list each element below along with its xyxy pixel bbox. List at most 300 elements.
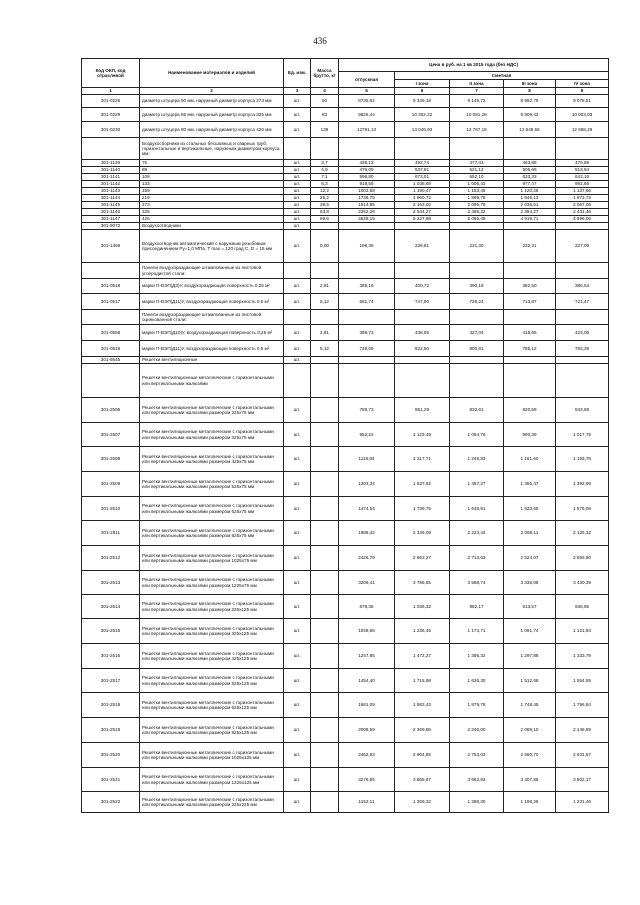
item-mass — [311, 521, 339, 546]
price-zone-1: 1 038,69 — [395, 181, 450, 188]
item-unit: шт. — [284, 188, 311, 195]
item-code: 301-9072 — [82, 223, 140, 230]
price-release — [339, 364, 395, 398]
price-zone-1: 2 904,85 — [395, 743, 450, 768]
item-code: 301-1143 — [82, 188, 140, 195]
price-release: 1988,42 — [339, 521, 395, 546]
item-code: 301-1147 — [82, 216, 140, 223]
price-release: 789,73 — [339, 398, 395, 423]
item-unit: шт. — [284, 167, 311, 174]
price-zone-4: 470,88 — [556, 160, 609, 167]
header-name: Наименование материалов и изделий — [140, 59, 284, 88]
price-zone-1: 673,01 — [395, 174, 450, 181]
price-zone-3: 2 524,07 — [504, 546, 556, 571]
price-zone-2: 1 626,30 — [450, 669, 504, 693]
column-number: 4 — [311, 88, 339, 95]
price-release: 596,80 — [339, 174, 395, 181]
table-row — [82, 263, 609, 279]
item-mass: 7,1 — [311, 174, 339, 181]
price-zone-1: 1 190,47 — [395, 188, 450, 195]
item-unit — [284, 310, 311, 325]
price-zone-2: 2 223,43 — [450, 521, 504, 546]
item-mass: 39,5 — [311, 202, 339, 209]
table-row — [82, 181, 609, 188]
price-release: 399,73 — [339, 325, 395, 341]
price-release: 9626,44 — [339, 108, 395, 122]
item-name: Решетки вентиляционные металлические с горизонтальными или вертикальными жалюзями размером 225х125 мм — [140, 595, 284, 619]
table-row — [82, 216, 609, 223]
price-zone-4: 2 631,57 — [556, 743, 609, 768]
item-name: Решетки вентиляционные металлические с горизонтальными или вертикальными жалюзями размером 825х75 мм — [140, 521, 284, 546]
header-code: Код ОКП, код отраслевой — [82, 59, 140, 88]
price-zone-4: 793,39 — [556, 341, 609, 357]
price-release: 3276,55 — [339, 768, 395, 792]
price-zone-4 — [556, 263, 609, 279]
price-zone-3: 8 992,79 — [504, 95, 556, 108]
item-name: марки П-ВЭП(ДЗ)У, воздухораздающая поверхность 0,25 м² — [140, 279, 284, 294]
price-zone-1: 537,81 — [395, 167, 450, 174]
price-zone-2: 521,12 — [450, 167, 504, 174]
price-zone-4: 4 996,06 — [556, 216, 609, 223]
price-zone-1: 1 359,32 — [395, 792, 450, 813]
price-zone-1: 400,72 — [395, 279, 450, 294]
price-zone-2: 2 753,03 — [450, 743, 504, 768]
item-unit: шт. — [284, 230, 311, 263]
price-zone-3: 232,31 — [504, 230, 556, 263]
price-zone-4: 1 796,84 — [556, 693, 609, 718]
item-name: Решетки вентиляционные металлические с горизонтальными или вертикальными жалюзями размером 1025х125 мм — [140, 743, 284, 768]
item-mass — [311, 571, 339, 595]
item-code: 301-1469 — [82, 230, 140, 263]
price-zone-3 — [504, 263, 556, 279]
item-code: 301-2521 — [82, 768, 140, 792]
item-mass: 50 — [311, 95, 339, 108]
item-mass — [311, 743, 339, 768]
item-code — [82, 364, 140, 398]
price-zone-1 — [395, 263, 450, 279]
item-code: 301-0230 — [82, 122, 140, 138]
item-code: 301-2516 — [82, 644, 140, 669]
table-row — [82, 230, 609, 263]
item-mass — [311, 263, 339, 279]
header-unit: Ед. изм. — [284, 59, 311, 88]
item-code: 301-2522 — [82, 792, 140, 813]
price-zone-4: 227,09 — [556, 230, 609, 263]
table-row — [82, 571, 609, 595]
price-zone-4: 3 502,17 — [556, 768, 609, 792]
item-unit: шт. — [284, 209, 311, 216]
table-row — [82, 188, 609, 195]
price-zone-2: 1 648,81 — [450, 497, 504, 521]
price-zone-2: 9 149,72 — [450, 95, 504, 108]
price-zone-4: 2 125,32 — [556, 521, 609, 546]
price-release: 1118,84 — [339, 447, 395, 472]
price-zone-4: 513,84 — [556, 167, 609, 174]
table-row — [82, 108, 609, 122]
price-zone-2: 1 006,43 — [450, 181, 504, 188]
item-mass — [311, 423, 339, 447]
item-code: 301-1140 — [82, 167, 140, 174]
price-zone-3: 3 338,08 — [504, 571, 556, 595]
table-row — [82, 619, 609, 644]
price-release: 1048,66 — [339, 619, 395, 644]
price-zone-2: 800,81 — [450, 341, 504, 357]
item-name: 76 — [140, 160, 284, 167]
price-zone-3: 977,47 — [504, 181, 556, 188]
price-zone-2 — [450, 310, 504, 325]
item-mass — [311, 398, 339, 423]
item-name: Решетки вентиляционные металлические с горизонтальными или вертикальными жалюзями размером 225х75 мм — [140, 398, 284, 423]
price-zone-3: 418,65 — [504, 325, 556, 341]
item-unit: шт. — [284, 122, 311, 138]
price-zone-3 — [504, 357, 556, 364]
item-name: Решетки вентиляционные металлические с горизонтальными или вертикальными жалюзями — [140, 364, 284, 398]
item-unit: шт. — [284, 108, 311, 122]
item-mass — [311, 792, 339, 813]
item-name: Решетки вентиляционные — [140, 357, 284, 364]
price-release: 681,74 — [339, 294, 395, 310]
item-code: 301-2512 — [82, 546, 140, 571]
price-zone-1 — [395, 364, 450, 398]
price-zone-4: 992,66 — [556, 181, 609, 188]
price-release — [339, 263, 395, 279]
price-zone-4: 643,16 — [556, 174, 609, 181]
price-zone-1: 1 036,32 — [395, 595, 450, 619]
table-row — [82, 174, 609, 181]
item-name: 426 — [140, 216, 284, 223]
table-row — [82, 325, 609, 341]
table-row — [82, 743, 609, 768]
price-zone-3: 1 120,28 — [504, 188, 556, 195]
item-code: 301-2514 — [82, 595, 140, 619]
item-unit: шт. — [284, 497, 311, 521]
column-number: 8 — [504, 88, 556, 95]
price-zone-3: 1 845,13 — [504, 195, 556, 202]
item-mass — [311, 447, 339, 472]
item-mass: 63,8 — [311, 209, 339, 216]
item-code: 301-2515 — [82, 619, 140, 644]
item-name: марки П-ВЭП(Д11)У, воздухораздающая поверхность 0,5 м² — [140, 341, 284, 357]
table-row — [82, 95, 609, 108]
price-release: 1303,34 — [339, 472, 395, 497]
item-mass — [311, 693, 339, 718]
header-zone-3: III зона — [504, 80, 556, 88]
price-zone-3: 2 068,11 — [504, 521, 556, 546]
price-zone-2: 982,17 — [450, 595, 504, 619]
table-row — [82, 718, 609, 743]
table-row — [82, 294, 609, 310]
price-zone-4: 1 554,55 — [556, 669, 609, 693]
item-unit: шт. — [284, 341, 311, 357]
item-name: Решетки вентиляционные металлические с горизонтальными или вертикальными жалюзями размером 325х125 мм — [140, 619, 284, 644]
price-zone-4: 10 003,03 — [556, 108, 609, 122]
column-number: 9 — [556, 88, 609, 95]
item-code: 301-1145 — [82, 202, 140, 209]
price-release: 952,22 — [339, 423, 395, 447]
table-row — [82, 160, 609, 167]
item-code: 301-2511 — [82, 521, 140, 546]
item-name: 108 — [140, 174, 284, 181]
item-unit: шт. — [284, 216, 311, 223]
item-unit: шт. — [284, 521, 311, 546]
price-zone-4: 386,54 — [556, 279, 609, 294]
price-zone-3: 1 748,45 — [504, 693, 556, 718]
item-name: Решетки вентиляционные металлические с горизонтальными или вертикальными жалюзями размером 625х125 мм — [140, 693, 284, 718]
price-release: 385,16 — [339, 279, 395, 294]
item-mass: 83 — [311, 108, 339, 122]
table-row — [82, 195, 609, 202]
price-zone-4 — [556, 310, 609, 325]
price-zone-4: 843,68 — [556, 398, 609, 423]
header-zone-1: I зона — [395, 80, 450, 88]
price-zone-1: 1 123,49 — [395, 423, 450, 447]
item-unit: шт. — [284, 181, 311, 188]
price-zone-1 — [395, 310, 450, 325]
price-zone-2: 5 065,49 — [450, 216, 504, 223]
price-zone-3: 713,87 — [504, 294, 556, 310]
price-release: 1003,68 — [339, 188, 395, 195]
price-zone-1: 438,55 — [395, 325, 450, 341]
item-name: марки П-ВЭП(Д11)У, воздухораздающая поверхность 0,5 м² — [140, 294, 284, 310]
price-release — [339, 357, 395, 364]
price-release: 1454,40 — [339, 669, 395, 693]
price-zone-2: 1 064,76 — [450, 423, 504, 447]
price-zone-4: 1 137,66 — [556, 188, 609, 195]
price-zone-1: 2 863,27 — [395, 546, 450, 571]
price-release: 1914,85 — [339, 202, 395, 209]
table-row — [82, 669, 609, 693]
price-release: 2008,59 — [339, 718, 395, 743]
table-row — [82, 472, 609, 497]
item-mass — [311, 669, 339, 693]
price-zone-2: 1 899,78 — [450, 195, 504, 202]
item-unit: шт. — [284, 160, 311, 167]
price-zone-2 — [450, 223, 504, 230]
table-row — [82, 310, 609, 325]
price-zone-2: 1 248,83 — [450, 447, 504, 472]
price-zone-3: 820,59 — [504, 398, 556, 423]
price-zone-3 — [504, 223, 556, 230]
header-mass: Масса брутто, кг — [311, 59, 339, 88]
header-estimate: Сметная — [395, 72, 609, 80]
item-mass: 5,12 — [311, 294, 339, 310]
item-code — [82, 138, 140, 160]
table-row — [82, 364, 609, 398]
item-mass — [311, 768, 339, 792]
item-unit: шт. — [284, 768, 311, 792]
price-release: 2426,79 — [339, 546, 395, 571]
price-zone-1: 2 544,27 — [395, 209, 450, 216]
item-unit — [284, 263, 311, 279]
price-release: 3209,41 — [339, 571, 395, 595]
price-zone-3: 1 533,65 — [504, 497, 556, 521]
price-zone-2: 10 081,28 — [450, 108, 504, 122]
item-mass: 2,81 — [311, 279, 339, 294]
item-unit: шт. — [284, 325, 311, 341]
item-code: 301-0229 — [82, 108, 140, 122]
price-zone-1: 1 317,71 — [395, 447, 450, 472]
item-mass — [311, 497, 339, 521]
table-row — [82, 398, 609, 423]
item-code — [82, 263, 140, 279]
price-zone-2 — [450, 263, 504, 279]
price-zone-2: 3 588,74 — [450, 571, 504, 595]
item-name: Решетки вентиляционные металлические с горизонтальными или вертикальными жалюзями размером 625х75 мм — [140, 497, 284, 521]
price-zone-1: 2 346,09 — [395, 521, 450, 546]
price-zone-3: 4 919,71 — [504, 216, 556, 223]
price-zone-3: 12 549,56 — [504, 122, 556, 138]
item-code: 301-1142 — [82, 181, 140, 188]
item-name: Решетки вентиляционные металлические с горизонтальными или вертикальными жалюзями размером 225х225 мм — [140, 792, 284, 813]
column-number: 7 — [450, 88, 504, 95]
item-unit: шт. — [284, 294, 311, 310]
price-zone-2: 728,24 — [450, 294, 504, 310]
price-zone-4: 1 121,94 — [556, 619, 609, 644]
price-zone-3: 506,69 — [504, 167, 556, 174]
price-zone-3: 2 560,70 — [504, 743, 556, 768]
price-zone-4: 1 392,99 — [556, 472, 609, 497]
column-number: 2 — [140, 88, 284, 95]
price-zone-2: 1 457,27 — [450, 472, 504, 497]
item-name: диаметр штуцера 50 мм, наружный диаметр корпуса 273 мм — [140, 95, 284, 108]
price-zone-1 — [395, 138, 450, 160]
column-number: 3 — [284, 88, 311, 95]
price-release: 198,35 — [339, 230, 395, 263]
price-release — [339, 138, 395, 160]
price-zone-3 — [504, 138, 556, 160]
price-zone-3: 463,88 — [504, 160, 556, 167]
item-code: 301-2513 — [82, 571, 140, 595]
price-zone-3: 785,12 — [504, 341, 556, 357]
price-zone-3: 1 198,29 — [504, 792, 556, 813]
price-zone-4: 2 067,06 — [556, 202, 609, 209]
item-mass: 12,2 — [311, 188, 339, 195]
item-name: 219 — [140, 195, 284, 202]
price-zone-3: 9 909,42 — [504, 108, 556, 122]
price-zone-3: 913,57 — [504, 595, 556, 619]
price-zone-2: 1 879,78 — [450, 693, 504, 718]
table-row — [82, 546, 609, 571]
price-release: 1681,09 — [339, 693, 395, 718]
price-zone-4: 2 431,46 — [556, 209, 609, 216]
item-name: Решетки вентиляционные металлические с горизонтальными или вертикальными жалюзями размером 1025х75 мм — [140, 546, 284, 571]
table-row — [82, 122, 609, 138]
item-code: 301-0517 — [82, 294, 140, 310]
price-zone-2: 2 095,79 — [450, 202, 504, 209]
item-name: Панели воздухораздающие штампованные из листовой углеродистой стали: — [140, 263, 284, 279]
price-zone-1: 1 472,27 — [395, 644, 450, 669]
column-number: 6 — [395, 88, 450, 95]
price-zone-3: 2 394,27 — [504, 209, 556, 216]
price-zone-3: 1 297,88 — [504, 644, 556, 669]
column-number: 5 — [339, 88, 395, 95]
item-unit — [284, 138, 311, 160]
item-name: Решетки вентиляционные металлические с горизонтальными или вертикальными жалюзями размером 1225х125 мм — [140, 768, 284, 792]
price-release: 878,38 — [339, 595, 395, 619]
price-zone-3 — [504, 364, 556, 398]
item-name: Решетки вентиляционные металлические с горизонтальными или вертикальными жалюзями размером 425х125 мм — [140, 644, 284, 669]
price-zone-4: 1 873,73 — [556, 195, 609, 202]
column-number: 1 — [82, 88, 140, 95]
item-unit: шт. — [284, 398, 311, 423]
item-mass — [311, 364, 339, 398]
price-zone-1: 13 046,93 — [395, 122, 450, 138]
item-mass: 139 — [311, 122, 339, 138]
price-zone-3: 382,50 — [504, 279, 556, 294]
price-zone-2: 1 173,71 — [450, 619, 504, 644]
header-zone-2: II зона — [450, 80, 504, 88]
table-row — [82, 768, 609, 792]
table-row — [82, 447, 609, 472]
table-row — [82, 644, 609, 669]
price-zone-3: 3 407,86 — [504, 768, 556, 792]
price-release — [339, 310, 395, 325]
item-unit: шт. — [284, 571, 311, 595]
header-price-title: Цена в руб. на 1 кв 2015 года (без НДС) — [339, 59, 609, 72]
price-zone-2: 427,04 — [450, 325, 504, 341]
price-zone-2 — [450, 357, 504, 364]
item-mass — [311, 619, 339, 644]
item-name: Решетки вентиляционные металлические с горизонтальными или вертикальными жалюзями размером 325х75 мм — [140, 423, 284, 447]
table-row — [82, 497, 609, 521]
price-release: 4628,15 — [339, 216, 395, 223]
price-zone-3: 2 089,10 — [504, 718, 556, 743]
item-code: 301-1144 — [82, 195, 140, 202]
price-zone-4: 423,06 — [556, 325, 609, 341]
item-unit: шт. — [284, 202, 311, 209]
price-zone-3: 1 161,60 — [504, 447, 556, 472]
price-zone-1: 1 739,75 — [395, 497, 450, 521]
price-zone-2: 1 395,32 — [450, 644, 504, 669]
item-code: 301-2518 — [82, 693, 140, 718]
price-zone-2: 652,10 — [450, 174, 504, 181]
item-mass: 8,3 — [311, 181, 339, 188]
price-zone-1: 9 349,18 — [395, 95, 450, 108]
table-row — [82, 792, 609, 813]
price-zone-1: 747,90 — [395, 294, 450, 310]
price-zone-1: 5 227,98 — [395, 216, 450, 223]
item-code: 301-2517 — [82, 669, 140, 693]
price-zone-3: 1 512,68 — [504, 669, 556, 693]
item-name: Панели воздухораздающие штампованные из листовой оцинкованной стали: — [140, 310, 284, 325]
table-row — [82, 423, 609, 447]
item-unit: шт. — [284, 279, 311, 294]
item-mass: 3,7 — [311, 160, 339, 167]
item-unit: шт. — [284, 174, 311, 181]
price-zone-4: 3 430,39 — [556, 571, 609, 595]
price-zone-2: 1 153,45 — [450, 188, 504, 195]
item-code: 301-2510 — [82, 497, 140, 521]
item-unit: шт. — [284, 743, 311, 768]
price-release: 1736,75 — [339, 195, 395, 202]
item-mass — [311, 138, 339, 160]
item-unit: шт. — [284, 447, 311, 472]
item-unit: шт. — [284, 619, 311, 644]
header-release: отпускная — [339, 72, 395, 88]
price-zone-1: 3 865,87 — [395, 768, 450, 792]
item-mass: 4,9 — [311, 167, 339, 174]
price-zone-1: 1 236,45 — [395, 619, 450, 644]
item-mass — [311, 595, 339, 619]
table-row — [82, 138, 609, 160]
item-mass — [311, 644, 339, 669]
price-zone-2 — [450, 364, 504, 398]
item-unit: шт. — [284, 718, 311, 743]
price-zone-4: 1 017,79 — [556, 423, 609, 447]
item-name: диаметр штуцера 80 мм, наружный диаметр корпуса 426 мм — [140, 122, 284, 138]
item-name: диаметр штуцера 65 мм, наружный диаметр корпуса 325 мм — [140, 108, 284, 122]
item-unit: шт. — [284, 792, 311, 813]
